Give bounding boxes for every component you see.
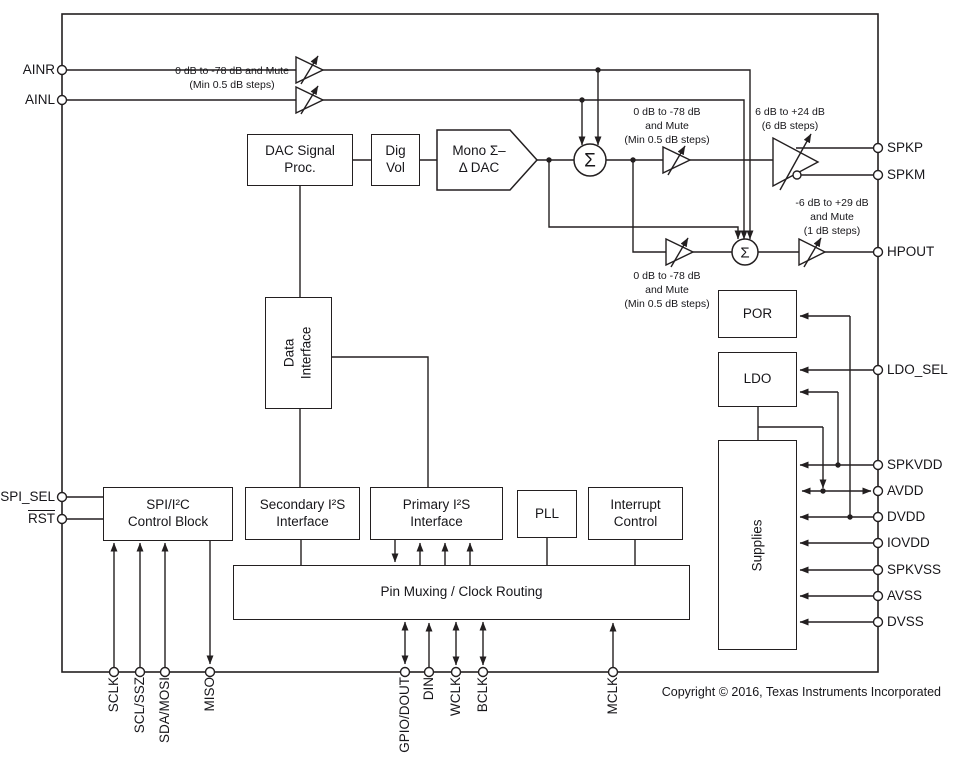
hp-driver-gain-label: -6 dB to +29 dB and Mute (1 dB steps) <box>795 197 869 238</box>
pin-label-spkp: SPKP <box>887 140 924 155</box>
supplies-label: Supplies <box>749 519 765 571</box>
hpout-pin-terminal <box>874 248 883 257</box>
ainr-pin-terminal <box>58 66 67 75</box>
pin-label-miso: MISO <box>202 677 217 712</box>
pin-label-mclk: MCLK <box>605 677 620 715</box>
pin-label-sclk: SCLK <box>106 677 121 713</box>
avss-pin-terminal <box>874 592 883 601</box>
pin-label-spkm: SPKM <box>887 167 926 182</box>
pin-label-dvss: DVSS <box>887 614 924 629</box>
block-por: POR <box>718 290 797 338</box>
pin-label-hpout: HPOUT <box>887 244 935 259</box>
iovdd-pin-terminal <box>874 539 883 548</box>
sclk-pin-terminal <box>110 668 119 677</box>
pin-label-dvdd: DVDD <box>887 509 926 524</box>
miso-pin-terminal <box>206 668 215 677</box>
spk-driver-amplifier-icon <box>773 134 818 190</box>
pin-label-ainl: AINL <box>24 92 55 107</box>
block-pll: PLL <box>517 490 577 538</box>
hp-mix-gain-label: 0 dB to -78 dB and Mute (Min 0.5 dB steps) <box>624 270 710 311</box>
pin-label-ainr: AINR <box>22 62 55 77</box>
pin-label-gpio-dout: GPIO/DOUT <box>397 677 412 753</box>
spkvss-pin-terminal <box>874 566 883 575</box>
spkm-pin-terminal <box>874 171 883 180</box>
spk-sum-sigma: Σ <box>584 150 596 172</box>
block-dig-vol: Dig Vol <box>371 134 420 186</box>
ainl-pin-terminal <box>58 96 67 105</box>
pin-label-sda-mosi: SDA/MOSI <box>157 677 172 744</box>
block-data-interface <box>265 297 332 409</box>
block-spi-i2c-control: SPI/I²C Control Block <box>103 487 233 541</box>
sda-mosi-pin-terminal <box>161 668 170 677</box>
hp-sum-sigma: Σ <box>740 244 750 262</box>
input-pga-gain-label: 0 dB to -78 dB and Mute (Min 0.5 dB steps) <box>175 65 289 92</box>
ainl-pga-amplifier-icon <box>296 86 323 114</box>
block-secondary-i2s: Secondary I²S Interface <box>245 487 360 540</box>
copyright-notice: Copyright © 2016, Texas Instruments Incorporated <box>661 685 941 699</box>
wclk-pin-terminal <box>452 668 461 677</box>
block-pin-muxing: Pin Muxing / Clock Routing <box>233 565 690 620</box>
block-primary-i2s: Primary I²S Interface <box>370 487 503 540</box>
spk-mix-gain-label: 0 dB to -78 dB and Mute (Min 0.5 dB steps) <box>624 106 710 147</box>
block-mono-dac-label: Mono Σ– Δ DAC <box>452 143 506 175</box>
pin-label-bclk: BCLK <box>475 677 490 713</box>
pin-label-scl-ssz: SCL/SSZ <box>132 677 147 734</box>
dvdd-pin-terminal <box>874 513 883 522</box>
spi-sel-pin-terminal <box>58 493 67 502</box>
pin-label-ldo-sel: LDO_SEL <box>887 362 948 377</box>
din-pin-terminal <box>425 668 434 677</box>
spkvdd-pin-terminal <box>874 461 883 470</box>
pin-label-spkvdd: SPKVDD <box>887 457 943 472</box>
block-dac-signal-proc: DAC Signal Proc. <box>247 134 353 186</box>
pin-label-din: DIN <box>421 677 436 701</box>
mclk-pin-terminal <box>609 668 618 677</box>
block-interrupt-control: Interrupt Control <box>588 487 683 540</box>
rst-pin-terminal <box>58 515 67 524</box>
pin-label-avdd: AVDD <box>887 483 924 498</box>
scl-ssz-pin-terminal <box>136 668 145 677</box>
spk-mix-amplifier-icon <box>663 146 690 175</box>
block-ldo: LDO <box>718 352 797 407</box>
hp-driver-amplifier-icon <box>799 238 825 267</box>
pin-label-rst: $\overline{RST}$ <box>28 511 55 526</box>
ldo-sel-pin-terminal <box>874 366 883 375</box>
pin-label-wclk: WCLK <box>448 677 463 717</box>
spk-driver-gain-label: 6 dB to +24 dB (6 dB steps) <box>755 106 825 133</box>
data-interface-label: Data Interface <box>281 326 314 380</box>
gpio-dout-pin-terminal <box>401 668 410 677</box>
bclk-pin-terminal <box>479 668 488 677</box>
block-supplies <box>718 440 797 650</box>
spkp-pin-terminal <box>874 144 883 153</box>
pin-label-avss: AVSS <box>887 588 923 603</box>
dvss-pin-terminal <box>874 618 883 627</box>
hp-mix-amplifier-icon <box>666 238 693 267</box>
pin-label-spi-sel: SPI_SEL <box>0 489 55 504</box>
pin-label-spkvss: SPKVSS <box>887 562 942 577</box>
pin-label-iovdd: IOVDD <box>887 535 930 550</box>
avdd-pin-terminal <box>874 487 883 496</box>
ainr-pga-amplifier-icon <box>296 56 323 84</box>
